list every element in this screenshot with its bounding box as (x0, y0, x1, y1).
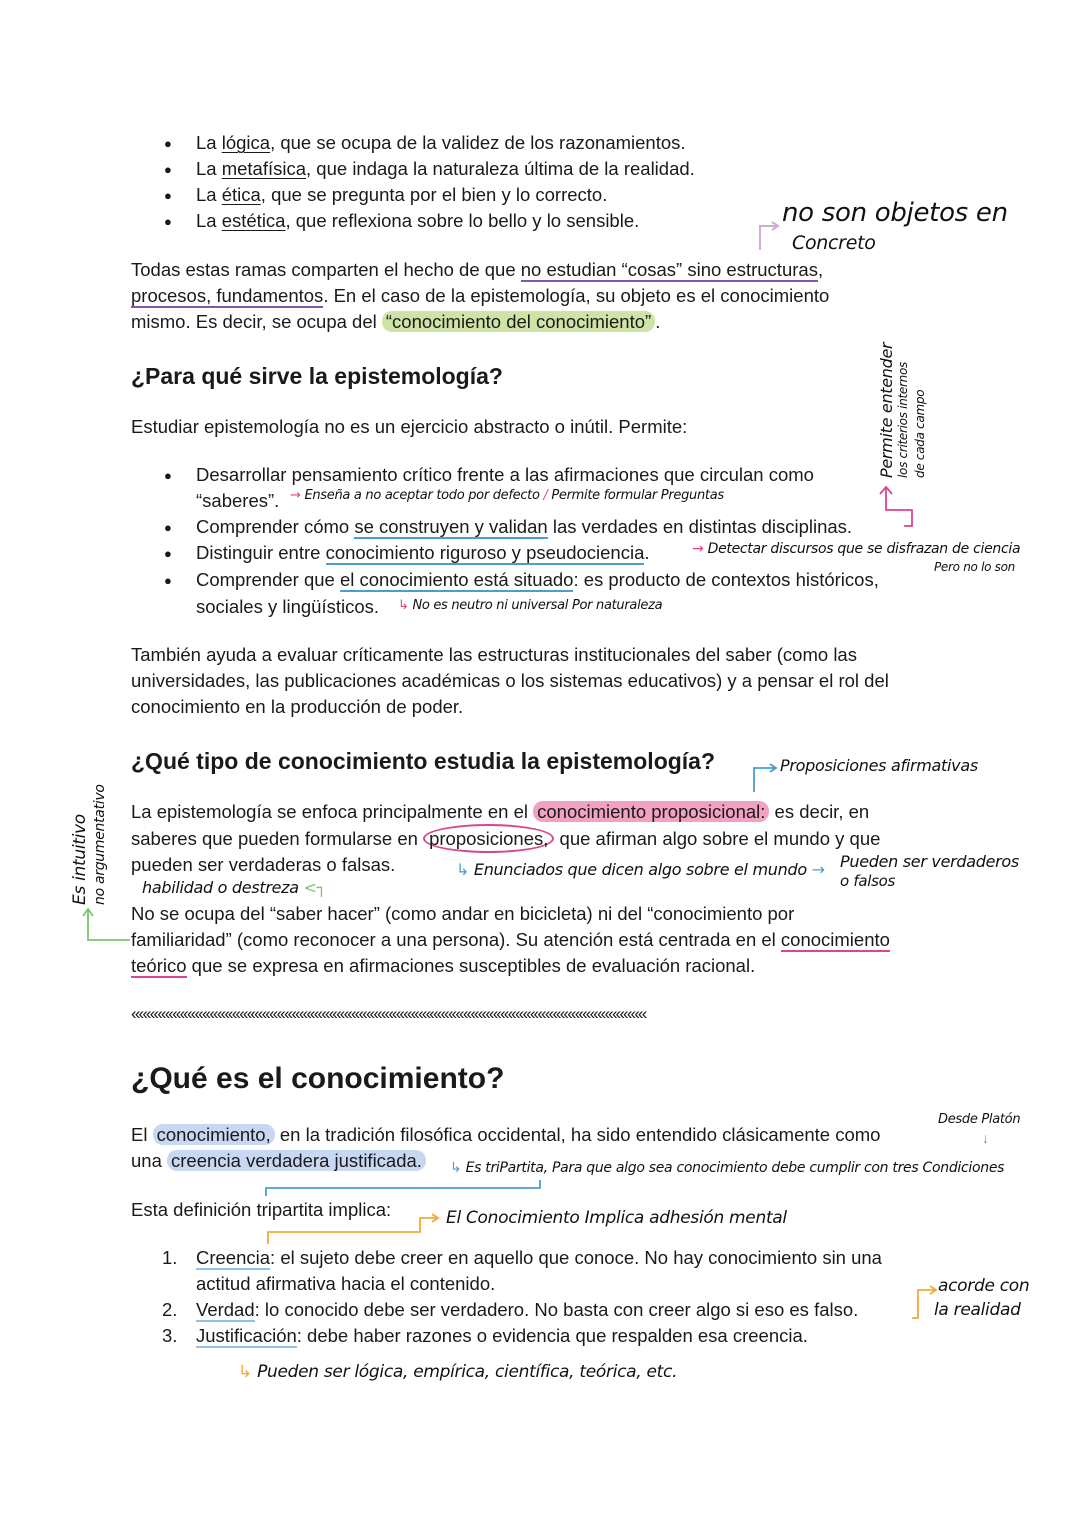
note-permite-entender: Permite entender los criterios internos de cada campo (877, 342, 927, 478)
note-proposiciones-afirmativas: Proposiciones afirmativas (780, 756, 978, 775)
paragraph-tambien-l1: También ayuda a evaluar críticamente las estructuras institucionales del saber (como las (131, 644, 857, 665)
paragraph-saber-hacer-l3: teórico que se expresa en afirmaciones susceptibles de evaluación racional. (131, 955, 756, 976)
paragraph-ramas-l2: procesos, fundamentos. En el caso de la epistemología, su objeto es el conocimiento (131, 285, 830, 306)
note-acorde-con: acorde con (938, 1276, 1030, 1296)
note-neutro: ↳ No es neutro ni universal Por naturaleza (398, 598, 663, 613)
bullet-construyen-validan: ● Comprender cómo se construyen y validan las verdades en distintas disciplinas. (196, 514, 852, 540)
heading-tipo-conocimiento: ¿Qué tipo de conocimiento estudia la epistemología? (131, 748, 716, 774)
paragraph-saber-hacer-l2: familiaridad” (como reconocer a una persona). Su atención está centrada en el conocimiento (131, 929, 890, 950)
list-item-justificacion: 3. Justificación: debe haber razones o evidencia que respalden esa creencia. (162, 1325, 808, 1346)
note-habilidad: habilidad o destreza <┐ (142, 878, 326, 897)
list-item-creencia-l2: actitud afirmativa hacia el contenido. (196, 1273, 496, 1294)
paragraph-ramas-l3: mismo. Es decir, se ocupa del “conocimiento del conocimiento” . (131, 311, 661, 332)
note-pero-no: Pero no lo son (934, 560, 1015, 574)
branch-item-etica: ● La ética, que se pregunta por el bien y lo correcto. (196, 182, 607, 208)
note-pueden-ser-logica: ↳ Pueden ser lógica, empírica, científica, teórica, etc. (238, 1362, 678, 1382)
paragraph-tripartita-intro: Esta definición tripartita implica: (131, 1199, 392, 1220)
bullet-pseudociencia: ● Distinguir entre conocimiento riguroso y pseudociencia. (196, 540, 650, 566)
branch-item-estetica: ● La estética, que reflexiona sobre lo bello y lo sensible. (196, 208, 639, 234)
note-tripartita: ↳ Es triPartita, Para que algo sea conocimiento debe cumplir con tres Condiciones (450, 1160, 1005, 1176)
blue-arrow-icon (748, 758, 780, 794)
heading-para-que-sirve: ¿Para qué sirve la epistemología? (131, 363, 503, 389)
paragraph-tambien-l2: universidades, las publicaciones académicas o los sistemas educativos) y a pensar el rol del (131, 670, 889, 691)
down-arrow-icon: ↓ (982, 1130, 989, 1146)
orange-bracket-arrow-icon (264, 1212, 444, 1246)
bullet-pensamiento-critico: ● Desarrollar pensamiento crítico frente a las afirmaciones que circulan como (196, 462, 814, 488)
list-item-creencia: 1. Creencia: el sujeto debe creer en aquello que conoce. No hay conocimiento sin una (162, 1247, 882, 1268)
paragraph-definicion-l1: El conocimiento, en la tradición filosófica occidental, ha sido entendido clásicamente como (131, 1124, 881, 1145)
blue-brace-icon (256, 1178, 546, 1198)
note-enunciados: ↳ Enunciados que dicen algo sobre el mundo → (456, 860, 825, 879)
bullet-pensamiento-critico-l2: “saberes”. (196, 490, 280, 511)
paragraph-proposicional-l3: pueden ser verdaderas o falsas. (131, 854, 396, 875)
paragraph-ramas-l1: Todas estas ramas comparten el hecho de que no estudian “cosas” sino estructuras, (131, 259, 824, 280)
heading-que-es-conocimiento: ¿Qué es el conocimiento? (131, 1062, 505, 1095)
pink-bracket-arrow-icon (878, 484, 918, 532)
note-no-objetos: no son objetos en (782, 198, 1008, 228)
branch-item-logica: ● La lógica, que se ocupa de la validez de los razonamientos. (196, 130, 686, 156)
note-concreto: Concreto (792, 232, 876, 254)
bullet-situado: ● Comprender que el conocimiento está situado: es producto de contextos históricos, (196, 567, 879, 593)
paragraph-saber-hacer-l1: No se ocupa del “saber hacer” (como andar en bicicleta) ni del “conocimiento por (131, 903, 795, 924)
note-detectar: → Detectar discursos que se disfrazan de ciencia (692, 541, 1021, 557)
paragraph-tambien-l3: conocimiento en la producción de poder. (131, 696, 464, 717)
note-o-falsos: o falsos (840, 872, 895, 890)
bullet-situado-l2: sociales y lingüísticos. (196, 596, 380, 617)
note-adhesion-mental: El Conocimiento Implica adhesión mental (446, 1208, 787, 1228)
note-intuitivo: Es intuitivo no argumentativo (70, 784, 108, 905)
note-la-realidad: la realidad (934, 1300, 1021, 1320)
paragraph-proposicional-l2: saberes que pueden formularse en proposiciones, que afirman algo sobre el mundo y que (131, 826, 880, 852)
branch-item-metafisica: ● La metafísica, que indaga la naturaleza última de la realidad. (196, 156, 695, 182)
note-ensena: → Enseña a no aceptar todo por defecto / Permite formular Preguntas (290, 488, 724, 503)
green-bracket-arrow-icon (80, 900, 132, 946)
section-divider: ««««««««««««««««««««««««««««««««««««««««««««««««««««««««««««««««««««« (131, 1004, 646, 1023)
list-item-verdad: 2. Verdad: lo conocido debe ser verdadero. No basta con creer algo si eso es falso. (162, 1299, 859, 1320)
paragraph-intro-permite: Estudiar epistemología no es un ejercicio abstracto o inútil. Permite: (131, 416, 688, 437)
paragraph-proposicional-l1: La epistemología se enfoca principalmente en el conocimiento proposicional: es decir, en (131, 801, 870, 822)
paragraph-definicion-l2: una creencia verdadera justificada. (131, 1148, 426, 1174)
note-desde-platon: Desde Platón (938, 1112, 1021, 1127)
note-pueden-ser-verdaderos: Pueden ser verdaderos (840, 852, 1019, 871)
